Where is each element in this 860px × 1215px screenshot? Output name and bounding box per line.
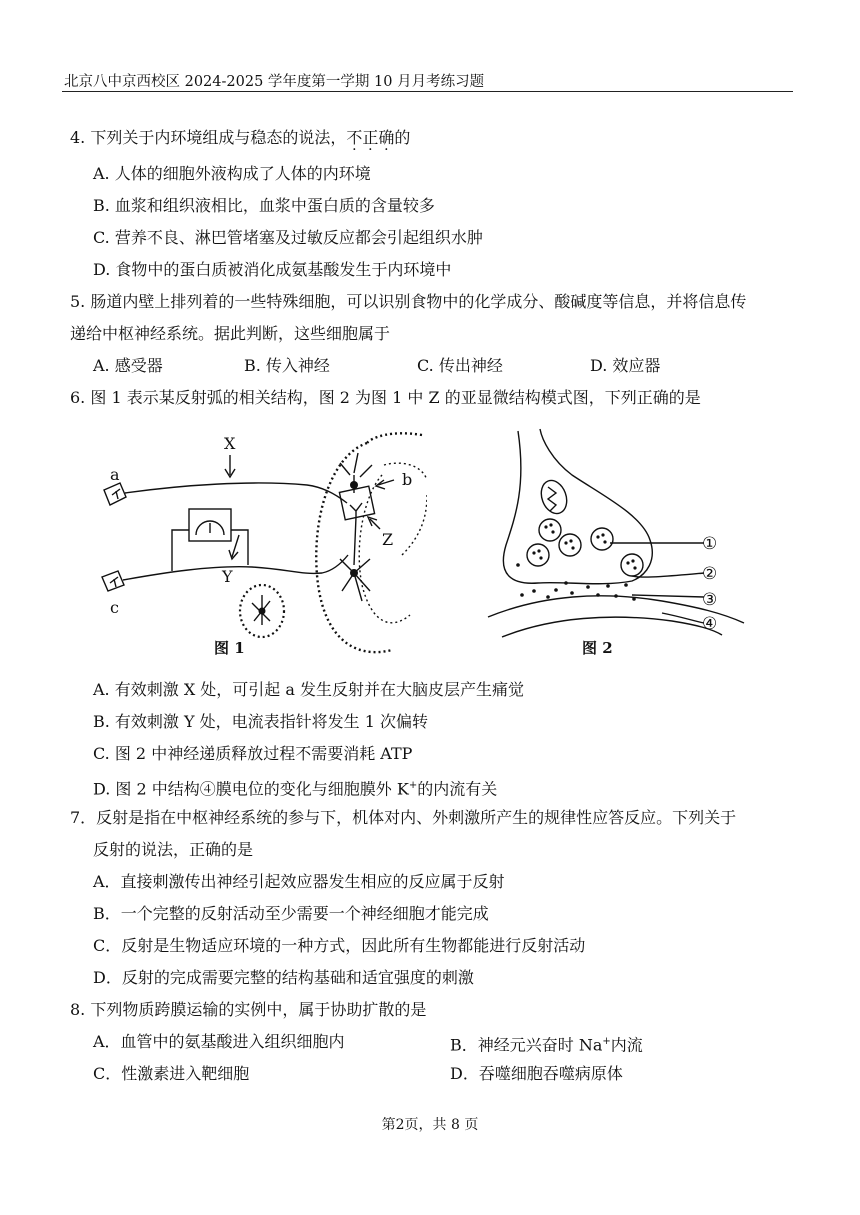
vesicle-dot bbox=[539, 556, 542, 559]
fig2-caption: 图 2 bbox=[582, 639, 613, 657]
q8-option-b-superscript: + bbox=[602, 1036, 611, 1047]
receptor-a-nerve-ending bbox=[112, 489, 120, 499]
q6-option-d bbox=[93, 776, 497, 799]
spinal-cord-top-dotted bbox=[367, 433, 422, 443]
transmitter-dot bbox=[564, 581, 568, 585]
synaptic-vesicle bbox=[621, 554, 643, 576]
mitochondrion bbox=[537, 477, 571, 517]
figure-1-reflex-arc bbox=[92, 425, 427, 662]
vesicle-dot bbox=[551, 530, 554, 533]
q5-option-a: A. 感受器 bbox=[93, 356, 163, 375]
transmitter-dot bbox=[554, 588, 558, 592]
q4-option-b: B. 血浆和组织液相比，血浆中蛋白质的含量较多 bbox=[93, 196, 435, 215]
vesicle-dot bbox=[537, 549, 540, 552]
q8-option-b-suffix: 内流 bbox=[610, 1035, 643, 1055]
efferent-neuron-nucleus bbox=[350, 569, 358, 577]
vesicle-dot bbox=[603, 540, 606, 543]
q4-option-c: C. 营养不良、淋巴管堵塞及过敏反应都会引起组织水肿 bbox=[93, 228, 483, 247]
synaptic-vesicle bbox=[527, 544, 549, 566]
vesicle-dot bbox=[571, 546, 574, 549]
transmitter-dot bbox=[596, 593, 600, 597]
vesicle-dot bbox=[544, 525, 547, 528]
q6-option-d-superscript: + bbox=[408, 780, 418, 791]
q4-emph-char: 正 bbox=[362, 128, 379, 147]
interneuron-dendrites bbox=[340, 453, 372, 477]
q6-option-d-suffix: 的内流有关 bbox=[417, 779, 498, 799]
question-8-stem: 8. 下列物质跨膜运输的实例中，属于协助扩散的是 bbox=[70, 1000, 427, 1019]
question-5-stem-line2: 递给中枢神经系统。据此判断，这些细胞属于 bbox=[70, 324, 391, 343]
receptor-c-nerve-ending bbox=[110, 577, 118, 587]
q8-option-b-prefix: B．神经元兴奋时 Na bbox=[450, 1035, 603, 1055]
q7-option-c: C．反射是生物适应环境的一种方式，因此所有生物都能进行反射活动 bbox=[93, 936, 586, 955]
synapse-z-box bbox=[339, 486, 374, 520]
question-7-stem-line2: 反射的说法，正确的是 bbox=[93, 840, 254, 859]
page-footer: 第2页，共 8 页 bbox=[381, 1117, 479, 1133]
transmitter-dot bbox=[546, 595, 550, 599]
q8-option-b bbox=[450, 1032, 643, 1055]
transmitter-dot bbox=[632, 597, 636, 601]
question-4-stem bbox=[70, 128, 410, 148]
transmitter-dot bbox=[614, 594, 618, 598]
transmitter-dot bbox=[624, 583, 628, 587]
receptor-a-shape bbox=[104, 483, 126, 505]
mitochondrion-cristae bbox=[548, 487, 556, 511]
fig2-label-1: ① bbox=[702, 534, 718, 554]
afferent-fiber bbox=[125, 483, 347, 503]
efferent-axon bbox=[354, 517, 356, 565]
synaptic-vesicle bbox=[539, 519, 561, 541]
header-rule bbox=[62, 91, 793, 92]
q4-emph-char: 不 bbox=[346, 128, 363, 147]
q8-option-a: A．血管中的氨基酸进入组织细胞内 bbox=[93, 1032, 345, 1051]
q4-option-d: D. 食物中的蛋白质被消化成氨基酸发生于内环境中 bbox=[93, 260, 452, 279]
fig1-label-z: Z bbox=[382, 530, 394, 549]
fig2-label-4: ④ bbox=[702, 614, 718, 634]
figure-2-synapse bbox=[482, 425, 767, 662]
vesicle-dot bbox=[596, 535, 599, 538]
vesicle-dot bbox=[549, 523, 552, 526]
vesicle-dot bbox=[633, 566, 636, 569]
galvanometer-wires bbox=[172, 530, 248, 571]
q4-stem-suffix: 的 bbox=[394, 128, 411, 147]
q4-stem-prefix: 4. 下列关于内环境组成与稳态的说法， bbox=[70, 128, 347, 147]
page-header: 北京八中京西校区 2024-2025 学年度第一学期 10 月月考练习题 bbox=[64, 74, 485, 90]
ganglion-nucleus bbox=[259, 608, 266, 615]
q4-option-a: A. 人体的细胞外液构成了人体的内环境 bbox=[93, 164, 371, 183]
question-5-stem-line1: 5. 肠道内壁上排列着的一些特殊细胞，可以识别食物中的化学成分、酸碱度等信息，并将信息传 bbox=[70, 292, 747, 311]
fig2-label-3: ③ bbox=[702, 590, 718, 610]
vesicle-dot bbox=[631, 559, 634, 562]
q5-option-d: D. 效应器 bbox=[590, 356, 661, 375]
fig1-label-a: a bbox=[110, 465, 120, 484]
transmitter-dot bbox=[516, 563, 520, 567]
grey-matter-right-dotted bbox=[402, 495, 427, 555]
vesicle-dot bbox=[564, 541, 567, 544]
transmitter-dot bbox=[606, 584, 610, 588]
q7-option-d: D．反射的完成需要完整的结构基础和适宜强度的刺激 bbox=[93, 968, 474, 987]
q4-emph-char: 确 bbox=[378, 128, 395, 147]
vesicle-dot bbox=[532, 551, 535, 554]
lower-fiber bbox=[123, 555, 348, 580]
leader-line-4 bbox=[662, 613, 704, 623]
vesicle-dot bbox=[601, 533, 604, 536]
fig1-caption: 图 1 bbox=[214, 639, 245, 657]
postsynaptic-membrane-lower bbox=[502, 617, 722, 637]
question-6-stem: 6. 图 1 表示某反射弧的相关结构，图 2 为图 1 中 Z 的亚显微结构模式图，下列正确的是 bbox=[70, 388, 701, 407]
q6-option-b: B. 有效刺激 Y 处，电流表指针将发生 1 次偏转 bbox=[93, 712, 429, 731]
synaptic-vesicle bbox=[591, 528, 613, 550]
transmitter-dot bbox=[570, 591, 574, 595]
synaptic-vesicle bbox=[559, 534, 581, 556]
leader-line-3 bbox=[632, 595, 704, 597]
q7-option-a: A．直接刺激传出神经引起效应器发生相应的反应属于反射 bbox=[93, 872, 505, 891]
fig1-label-b: b bbox=[402, 470, 413, 489]
synapse-z-contents bbox=[350, 503, 362, 517]
transmitter-dot bbox=[532, 589, 536, 593]
q6-option-d-prefix: D. 图 2 中结构④膜电位的变化与细胞膜外 K bbox=[93, 779, 409, 799]
transmitter-dot bbox=[586, 585, 590, 589]
q5-option-b: B. 传入神经 bbox=[244, 356, 330, 375]
vesicle-dot bbox=[626, 561, 629, 564]
vesicle-dot bbox=[569, 539, 572, 542]
fig1-label-c: c bbox=[110, 598, 119, 617]
fig1-label-y: Y bbox=[222, 567, 233, 586]
q6-option-c: C. 图 2 中神经递质释放过程不需要消耗 ATP bbox=[93, 744, 413, 763]
transmitter-dot bbox=[520, 593, 524, 597]
q6-option-a: A. 有效刺激 X 处，可引起 a 发生反射并在大脑皮层产生痛觉 bbox=[93, 680, 525, 699]
q8-option-c: C．性激素进入靶细胞 bbox=[93, 1064, 250, 1083]
question-7-stem-line1: 7．反射是指在中枢神经系统的参与下，机体对内、外刺激所产生的规律性应答反应。下列关于 bbox=[70, 808, 737, 827]
q7-option-b: B．一个完整的反射活动至少需要一个神经细胞才能完成 bbox=[93, 904, 489, 923]
fig1-label-x: X bbox=[224, 434, 236, 453]
presynaptic-terminal bbox=[503, 429, 652, 584]
q5-option-c: C. 传出神经 bbox=[417, 356, 503, 375]
q8-option-d: D．吞噬细胞吞噬病原体 bbox=[450, 1064, 623, 1083]
interneuron-nucleus bbox=[350, 481, 358, 489]
fig2-label-2: ② bbox=[702, 564, 718, 584]
y-arrow bbox=[232, 535, 239, 557]
